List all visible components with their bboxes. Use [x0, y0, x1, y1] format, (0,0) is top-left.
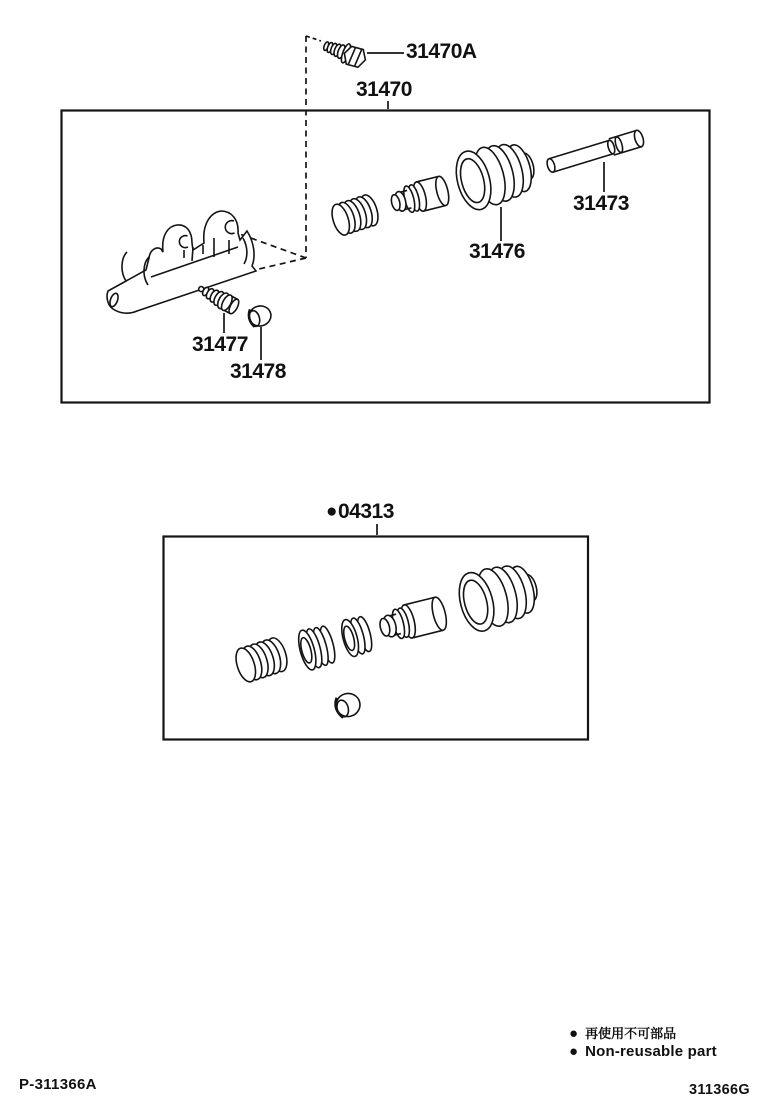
footnote-japanese: [569, 1026, 676, 1041]
kit-boot-icon: [453, 557, 543, 635]
kit-spring-icon: [232, 635, 290, 684]
doc-code-right: 311366G: [689, 1082, 750, 1098]
flange-bolt-icon: [321, 36, 369, 70]
kit-cap-icon: [333, 691, 362, 719]
callout-31473: 31473: [573, 192, 629, 215]
callout-31476: 31476: [469, 240, 525, 263]
doc-code-left: P-311366A: [19, 1076, 97, 1093]
footnote-japanese-text: 再使用不可部品: [585, 1026, 677, 1041]
kit-cup-seal-icon: [295, 623, 338, 671]
push-rod-icon: [545, 129, 645, 174]
spring-icon: [329, 193, 382, 237]
callout-31478: 31478: [230, 360, 286, 383]
footnote-english: [569, 1044, 717, 1059]
non-reusable-bullet-icon: ●: [569, 1025, 579, 1042]
callout-31470A: 31470A: [406, 40, 477, 63]
kit-box-frame: [164, 537, 589, 740]
kit-number: 04313: [337, 500, 394, 523]
non-reusable-bullet-icon: ●: [569, 1043, 579, 1060]
boot-icon: [450, 136, 540, 214]
callout-04313: [326, 501, 394, 522]
footnote-english-text: Non-reusable part: [585, 1043, 717, 1060]
piston-icon: [388, 175, 451, 218]
callout-31477: 31477: [192, 333, 248, 356]
kit-cup-seal-2-icon: [338, 614, 374, 658]
non-reusable-bullet-icon: ●: [326, 501, 337, 522]
kit-piston-icon: [376, 596, 449, 645]
bleeder-cap-icon: [247, 303, 273, 328]
callout-31470: 31470: [356, 78, 412, 101]
